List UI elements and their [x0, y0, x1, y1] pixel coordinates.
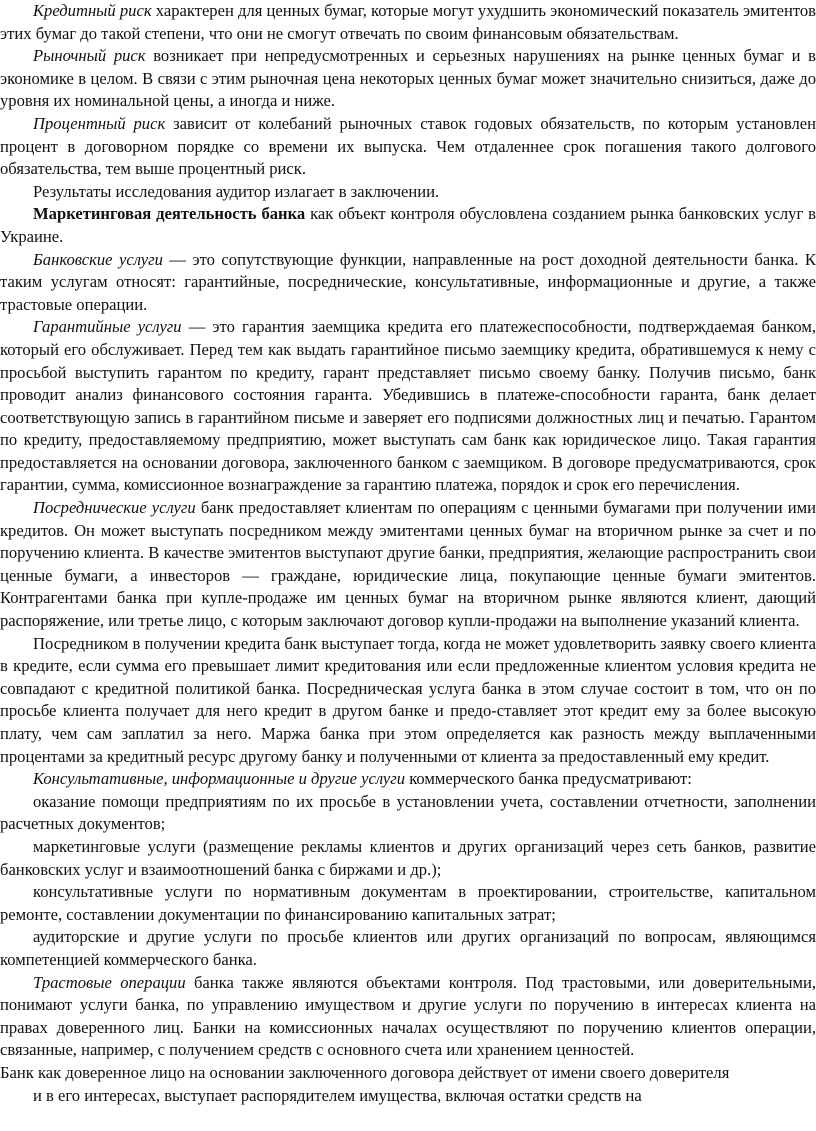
paragraph-text: банк предоставляет клиентам по операциям с ценными бумагами при получении ими кредитов. Он может выступать посредником между эмитентами ценных бумаг на вторичном рынке за счет и по поручению клиента. В качестве эмитентов выступают другие банки, предприятия, желающие распространить свои ценные бумаги, а инвесторов — граждане, юридические лица, покупающие ценные бумаги эмитентов. Контрагентами банка при купле-продаже им ценных бумаг на вторичном рынке являются клиент, дающий распоряжение, или третье лицо, с которым заключают договор купли-продажи на выполнение указаний клиента.: [0, 498, 816, 631]
paragraph-text: коммерческого банка предусматривают:: [405, 769, 692, 789]
paragraph-text: оказание помощи предприятиям по их просьбе в установлении учета, составлении отчетности, заполнении расчетных документов;: [0, 791, 816, 834]
paragraph-text: возникает при непредусмотренных и серьезных нарушениях на рынке ценных бумаг и в экономике в целом. В связи с этим рыночная цена некоторых ценных бумаг может значительно снизиться, даже до уровня их номинальной цены, а иногда и ниже.: [0, 46, 816, 111]
paragraph-text: — это гарантия заемщика кредита его платежеспособности, подтверждаемая банком, который его обслуживает. Перед тем как выдать гарантийное письмо заемщику кредита, обратившемуся к нему с просьбой выступить гарантом по кредиту, гарант представляет письмо своему банку. Получив письмо, банк проводит анализ финансового состояния гаранта. Убедившись в платеже-способности гаранта, банк делает соответствующую запись в гарантийном письме и заверяет его подписями должностных лиц и печатью. Гарантом по кредиту, предоставляемому предприятию, может выступать сам банк как юридическое лицо. Такая гарантия предоставляется на основании договора, заключенного банком с заемщиком. В договоре предусматриваются, срок гарантии, сумма, комиссионное вознаграждение за гарантию платежа, порядок и срок его перечисления.: [0, 317, 816, 495]
paragraph-trust-operations: [0, 972, 816, 1062]
list-item-marketing: [0, 836, 816, 881]
paragraph-text: Банк как доверенное лицо на основании заключенного договора действует от имени своего доверителя: [0, 1062, 730, 1082]
paragraph-audit-results: [0, 181, 816, 204]
paragraph-credit-risk: [0, 0, 816, 45]
paragraph-marketing-activity: [0, 203, 816, 248]
paragraph-tail-line-1: [0, 1062, 816, 1085]
list-item-consulting: [0, 881, 816, 926]
paragraph-text: характерен для ценных бумаг, которые могут ухудшить экономический показатель эмитентов этих бумаг до такой степени, что они не смогут отвечать по своим финансовым обязательствам.: [0, 1, 816, 43]
paragraph-bank-services: [0, 249, 816, 317]
paragraph-text: как объект контроля обусловлена созданием рынка банковских услуг в Украине.: [0, 204, 816, 246]
paragraph-text: — это сопутствующие функции, направленные на рост доходной деятельности банка. К таким услугам относят: гарантийные, посреднические, консультативные, информационные и другие, а также трастовые операции.: [0, 249, 816, 314]
term: Рыночный риск: [33, 46, 146, 66]
list-item-accounting-help: [0, 791, 816, 836]
term: Гарантийные услуги: [33, 317, 182, 337]
paragraph-text: аудиторские и другие услуги по просьбе клиентов или других организаций по вопросам, являющимся компетенцией коммерческого банка.: [0, 927, 816, 969]
paragraph-consulting-services: [0, 768, 816, 791]
paragraph-text: маркетинговые услуги (размещение рекламы клиентов и других организаций через сеть банков, развитие банковских услуг и взаимоотношений банка с биржами и др.);: [0, 836, 816, 879]
term: Банковские услуги: [33, 249, 163, 269]
paragraph-tail-line-2: [0, 1085, 816, 1108]
term: Консультативные, информационные и другие услуги: [33, 769, 406, 789]
paragraph-text: банка также являются объектами контроля. Под трастовыми, или доверительными, понимают услуги банка, по управлению имуществом и другие услуги по поручению в интересах клиента на правах доверенного лиц. Банки на комиссионных началах осуществляют по поручению клиентов операции, связанные, например, с получением средств с основного счета или хранением ценностей.: [0, 972, 816, 1060]
term: Посреднические услуги: [33, 498, 196, 518]
paragraph-market-risk: [0, 45, 816, 113]
term: Трастовые операции: [33, 972, 186, 992]
paragraph-text: зависит от колебаний рыночных ставок годовых обязательств, по которым установлен процент в договорном порядке со времени их выпуска. Чем отдаленнее срок погашения такого долгового обязательства, тем выше процентный риск.: [0, 113, 816, 179]
paragraph-text: консультативные услуги по нормативным документам в проектировании, строительстве, капитальном ремонте, составлении документации по финансированию капитальных затрат;: [0, 882, 816, 924]
term: Процентный риск: [33, 113, 166, 133]
term-bold: Маркетинговая деятельность банка: [33, 204, 306, 224]
paragraph-text: и в его интересах, выступает распорядителем имущества, включая остатки средств на: [33, 1085, 642, 1105]
term: Кредитный риск: [33, 1, 152, 20]
paragraph-credit-intermediary: [0, 633, 816, 769]
paragraph-text: Посредником в получении кредита банк выступает тогда, когда не может удовлетворить заявку своего клиента в кредите, если сумма его превышает лимит кредитования или если предложенные клиентом условия кредита не совпадают с кредитной политикой банка. Посредническая услуга банка в этом случае состоит в том, что он по просьбе клиента получает для него кредит в другом банке и предо-ставляет этот кредит ему за более высокую плату, чем сам заплатил за него. Маржа банка при этом определяется как разность между выплаченными процентами за кредитный ресурс другому банку и полученными от клиента за предоставленный ему кредит.: [0, 633, 816, 766]
list-item-audit: [0, 926, 816, 971]
paragraph-text: Результаты исследования аудитор излагает в заключении.: [33, 181, 440, 201]
paragraph-intermediary-services: [0, 497, 816, 633]
paragraph-interest-risk: [0, 113, 816, 181]
paragraph-guarantee-services: [0, 316, 816, 497]
